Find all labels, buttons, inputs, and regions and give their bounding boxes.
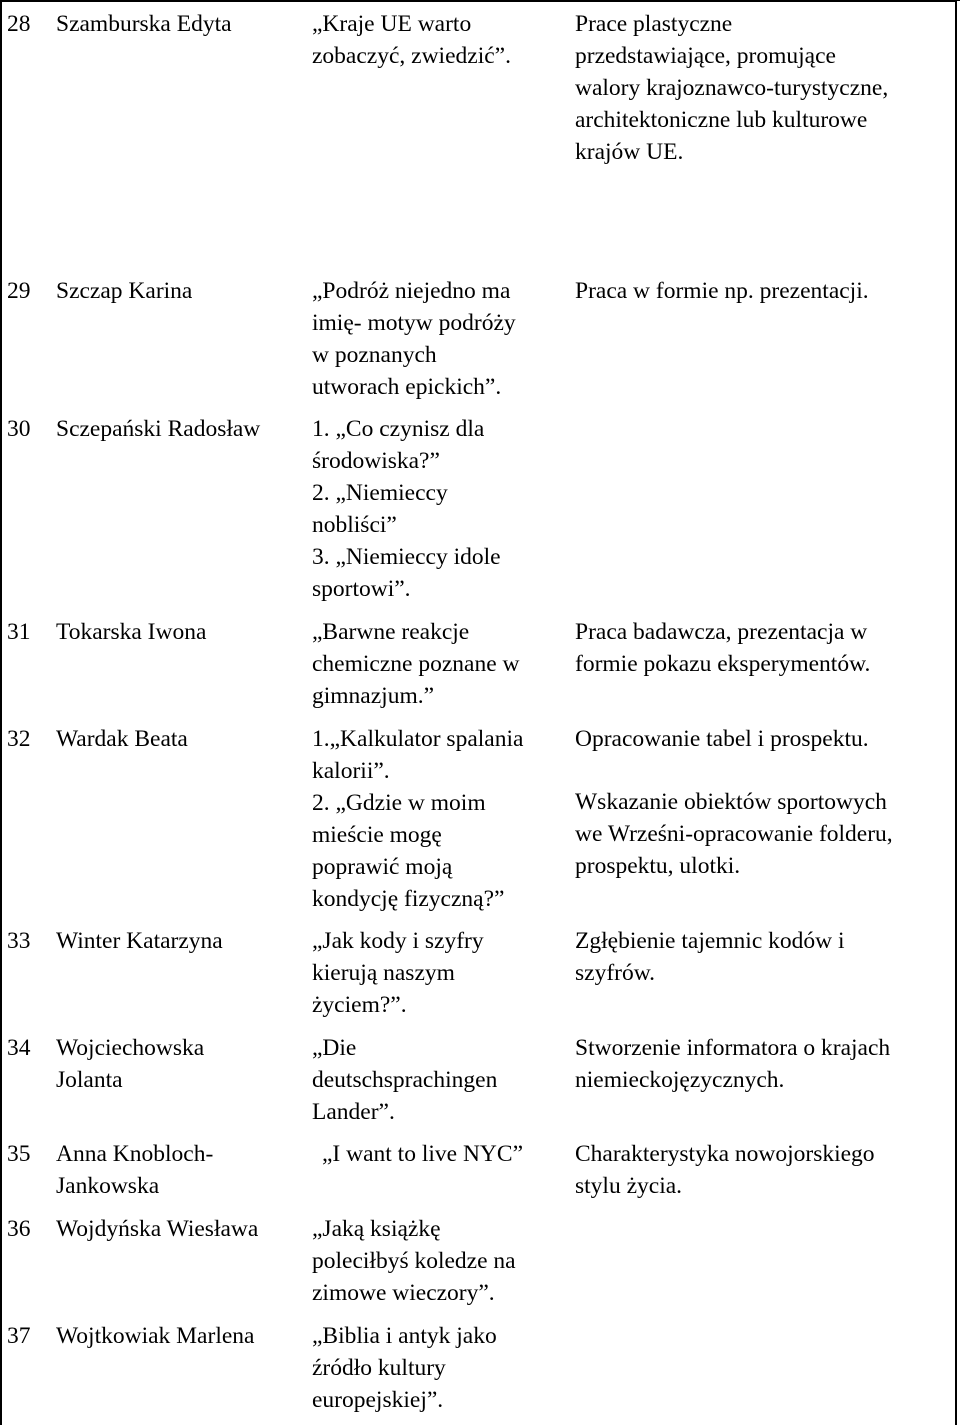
student-name: Wardak Beata [56, 726, 188, 752]
student-name: Szczap Karina [56, 278, 193, 304]
project-topic: „Die deutschsprachingen Lander”. [312, 1035, 498, 1125]
row-number: 36 [7, 1216, 31, 1242]
student-name: Anna Knobloch- Jankowska [56, 1141, 214, 1199]
row-number: 34 [7, 1035, 31, 1061]
project-topic: „I want to live NYC” [322, 1141, 524, 1167]
project-topic: „Podróż niejedno ma imię- motyw podróży w poznanych utworach epickich”. [312, 278, 516, 400]
student-name: Winter Katarzyna [56, 928, 223, 954]
project-topic: 1. „Co czynisz dla środowiska?” 2. „Niemieccy nobliści” 3. „Niemieccy idole sportowi”. [312, 416, 501, 602]
project-topic: „Biblia i antyk jako źródło kultury europejskiej”. [312, 1323, 497, 1413]
student-name: Wojdyńska Wiesława [56, 1216, 259, 1242]
row-number: 32 [7, 726, 31, 752]
project-form: Zgłębienie tajemnic kodów i szyfrów. [575, 928, 845, 986]
project-topic: „Kraje UE warto zobaczyć, zwiedzić”. [312, 11, 511, 69]
student-name: Sczepański Radosław [56, 416, 261, 442]
row-number: 29 [7, 278, 31, 304]
student-name: Wojciechowska Jolanta [56, 1035, 205, 1093]
project-form: Stworzenie informatora o krajach niemieckojęzycznych. [575, 1035, 891, 1093]
project-topic: „Jak kody i szyfry kierują naszym życiem?”. [312, 928, 484, 1018]
project-form: Prace plastyczne przedstawiające, promujące walory krajoznawco-turystyczne, architektoniczne lub kulturowe krajów UE. [575, 11, 889, 165]
project-form-secondary: Wskazanie obiektów sportowych we Wrześni-opracowanie folderu, prospektu, ulotki. [575, 789, 893, 879]
project-form: Praca badawcza, prezentacja w formie pokazu eksperymentów. [575, 619, 871, 677]
row-number: 35 [7, 1141, 31, 1167]
student-name: Wojtkowiak Marlena [56, 1323, 255, 1349]
row-divider [0, 0, 960, 1]
project-topic: „Barwne reakcje chemiczne poznane w gimnazjum.” [312, 619, 520, 709]
project-form: Charakterystyka nowojorskiego stylu życia. [575, 1141, 875, 1199]
project-form: Praca w formie np. prezentacji. [575, 278, 869, 304]
student-name: Tokarska Iwona [56, 619, 207, 645]
row-number: 31 [7, 619, 31, 645]
student-name: Szamburska Edyta [56, 11, 232, 37]
project-topic: „Jaką książkę poleciłbyś koledze na zimowe wieczory”. [312, 1216, 516, 1306]
row-number: 28 [7, 11, 31, 37]
row-number: 30 [7, 416, 31, 442]
row-number: 37 [7, 1323, 31, 1349]
project-form: Opracowanie tabel i prospektu. [575, 726, 869, 752]
row-number: 33 [7, 928, 31, 954]
project-topic: 1.„Kalkulator spalania kalorii”. 2. „Gdzie w moim mieście mogę poprawić moją kondycję fizyczną?” [312, 726, 524, 912]
